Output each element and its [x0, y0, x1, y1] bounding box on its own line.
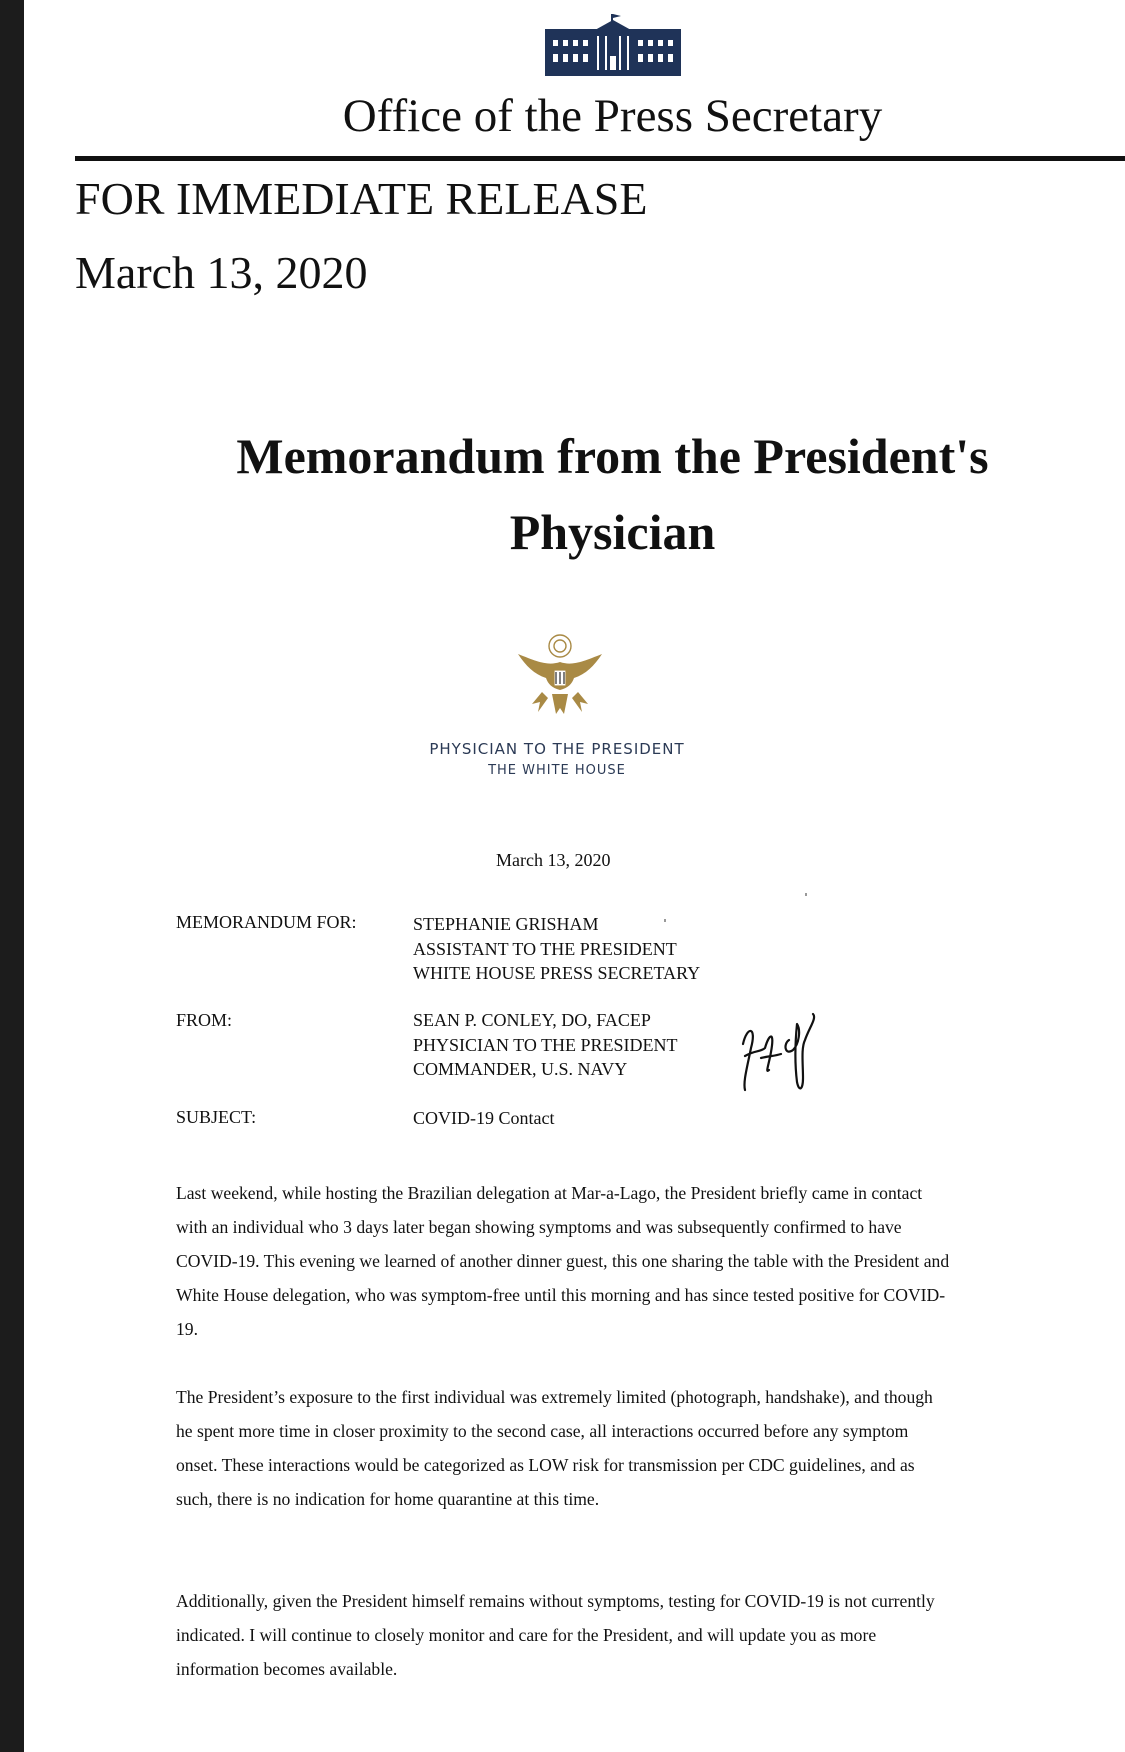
- release-label: FOR IMMEDIATE RELEASE: [75, 173, 648, 224]
- sender-line: COMMANDER, U.S. NAVY: [413, 1059, 628, 1079]
- subject-label: SUBJECT:: [176, 1107, 257, 1127]
- office-title: Office of the Press Secretary: [342, 90, 883, 142]
- body-paragraph-2: The President’s exposure to the first individual was extremely limited (photograph, handshake), and though he spent more time in closer proximity to the second case, all interactions occurred before any symptom onset. These interactions would be categorized as LOW risk for transmission per CDC guidelines, and as such, there is no indication for home quarantine at this time.: [176, 1387, 933, 1509]
- from-sender: [413, 1008, 678, 1082]
- memorandum-for-label: MEMORANDUM FOR:: [176, 912, 357, 932]
- letterhead-line-1: PHYSICIAN TO THE PRESIDENT: [429, 740, 685, 758]
- memorandum-for-recipient: [413, 912, 700, 986]
- body-paragraph-1: Last weekend, while hosting the Brazilian delegation at Mar-a-Lago, the President briefly came in contact with an individual who 3 days later began showing symptoms and was subsequently confirmed to have COVID-19. This evening we learned of another dinner guest, this one sharing the table with the President and White House delegation, who was symptom-free until this morning and has since tested positive for COVID-19.: [176, 1183, 950, 1339]
- recipient-line: STEPHANIE GRISHAM: [413, 914, 599, 934]
- from-label: FROM:: [176, 1010, 233, 1030]
- recipient-line: ASSISTANT TO THE PRESIDENT: [413, 938, 677, 959]
- white-house-icon: [545, 14, 681, 76]
- sender-line: PHYSICIAN TO THE PRESIDENT: [413, 1034, 678, 1055]
- handwritten-signature: [735, 1004, 845, 1096]
- scan-speck: [664, 919, 666, 922]
- page-title: Memorandum from the President's Physician: [236, 428, 989, 560]
- recipient-line: WHITE HOUSE PRESS SECRETARY: [413, 963, 701, 983]
- presidential-seal-icon: [512, 632, 608, 724]
- scan-speck: [805, 893, 807, 896]
- left-edge-bar: [0, 0, 24, 1752]
- release-date: March 13, 2020: [75, 247, 368, 298]
- sender-line: SEAN P. CONLEY, DO, FACEP: [413, 1010, 651, 1030]
- body-paragraph-3: Additionally, given the President himself remains without symptoms, testing for COVID-19 is not currently indicated. I will continue to closely monitor and care for the President, and will update you as more information becomes available.: [176, 1591, 935, 1679]
- memo-date: March 13, 2020: [496, 850, 611, 870]
- subject-value: COVID-19 Contact: [413, 1108, 555, 1128]
- header-rule: [75, 156, 1125, 161]
- letterhead-line-2: THE WHITE HOUSE: [488, 763, 626, 778]
